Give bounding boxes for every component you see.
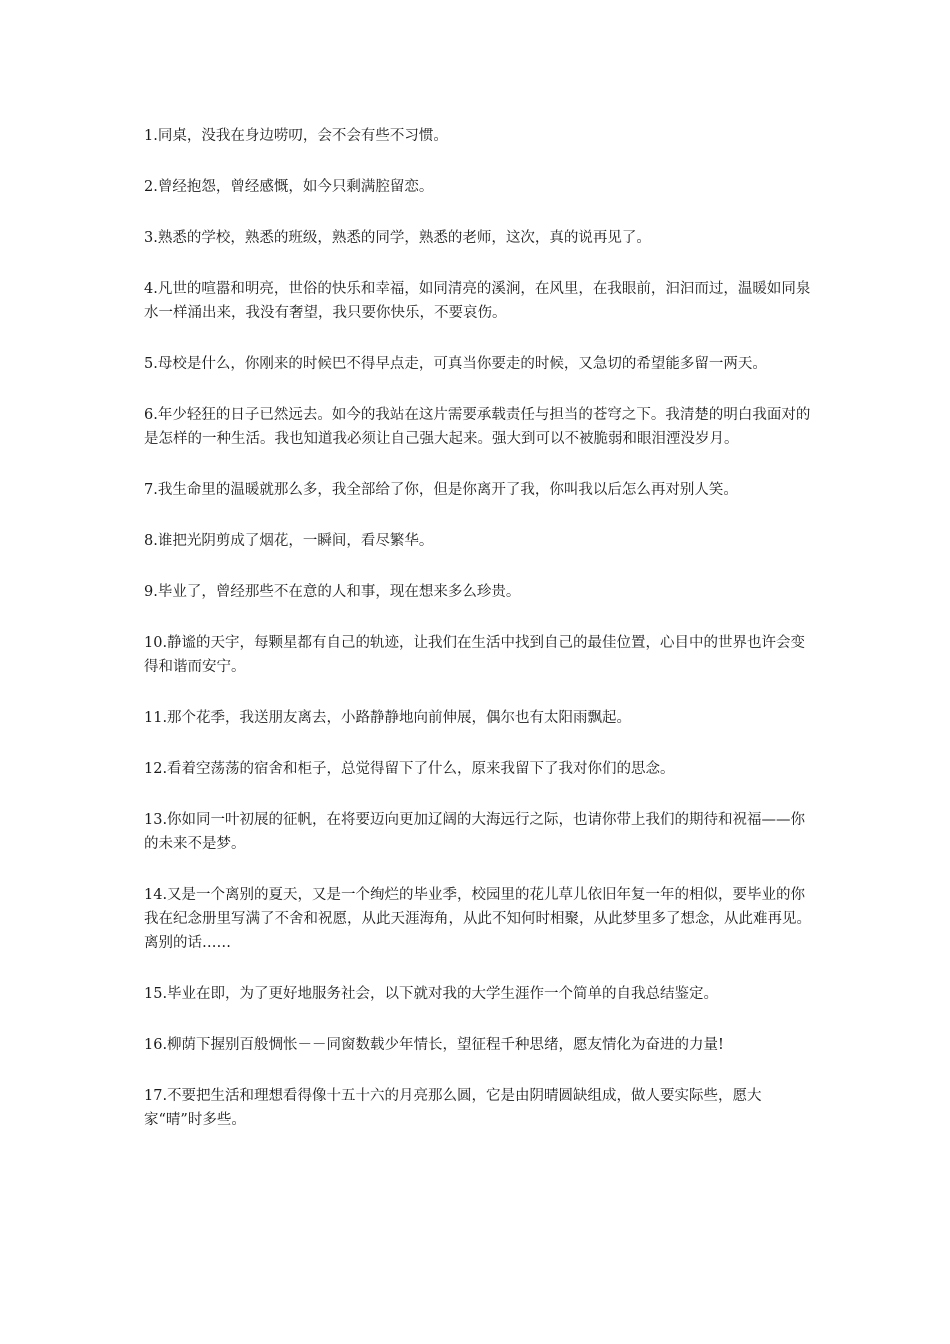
- list-item: 1.同桌，没我在身边唠叨，会不会有些不习惯。: [144, 128, 448, 144]
- list-item: 13.你如同一叶初展的征帆，在将要迈向更加辽阔的大海远行之际，也请你带上我们的期待和祝福——你的未来不是梦。: [144, 812, 806, 852]
- list-item: 5.母校是什么，你刚来的时候巴不得早点走，可真当你要走的时候，又急切的希望能多留一两天。: [144, 356, 767, 372]
- list-item: 15.毕业在即，为了更好地服务社会，以下就对我的大学生涯作一个简单的自我总结鉴定。: [144, 986, 719, 1002]
- list-item: 14.又是一个离别的夏天，又是一个绚烂的毕业季，校园里的花儿草儿依旧年复一年的相似，要毕业的你我在纪念册里写满了不舍和祝愿，从此天涯海角，从此不知何时相聚，从此梦里多了想念，从此难再见。离别的话……: [144, 887, 811, 951]
- list-item: 9.毕业了，曾经那些不在意的人和事，现在想来多么珍贵。: [144, 584, 521, 600]
- list-item: 11.那个花季，我送朋友离去，小路静静地向前伸展，偶尔也有太阳雨飘起。: [144, 710, 632, 726]
- list-item: 17.不要把生活和理想看得像十五十六的月亮那么圆，它是由阴晴圆缺组成，做人要实际些，愿大家“晴”时多些。: [144, 1088, 762, 1128]
- list-item: 16.柳荫下握别百般惆怅－－同窗数载少年情长，望征程千种思绪，愿友情化为奋进的力量!: [144, 1037, 724, 1053]
- list-item: 4.凡世的喧嚣和明亮，世俗的快乐和幸福，如同清亮的溪涧，在风里，在我眼前，汩汩而过，温暖如同泉水一样涌出来，我没有奢望，我只要你快乐，不要哀伤。: [144, 281, 811, 321]
- list-item: 6.年少轻狂的日子已然远去。如今的我站在这片需要承载责任与担当的苍穹之下。我清楚的明白我面对的是怎样的一种生活。我也知道我必须让自己强大起来。强大到可以不被脆弱和眼泪湮没岁月。: [144, 407, 811, 447]
- list-item: 12.看着空荡荡的宿舍和柜子，总觉得留下了什么，原来我留下了我对你们的思念。: [144, 761, 675, 777]
- list-item: 8.谁把光阴剪成了烟花，一瞬间，看尽繁华。: [144, 533, 434, 549]
- list-item: 7.我生命里的温暖就那么多，我全部给了你，但是你离开了我，你叫我以后怎么再对别人笑。: [144, 482, 738, 498]
- list-item: 2.曾经抱怨，曾经感慨，如今只剩满腔留恋。: [144, 179, 434, 195]
- list-item: 10.静谧的天宇，每颗星都有自己的轨迹，让我们在生活中找到自己的最佳位置，心目中的世界也许会变得和谐而安宁。: [144, 635, 806, 675]
- list-item: 3.熟悉的学校，熟悉的班级，熟悉的同学，熟悉的老师，这次，真的说再见了。: [144, 230, 651, 246]
- document-body: [144, 124, 816, 1159]
